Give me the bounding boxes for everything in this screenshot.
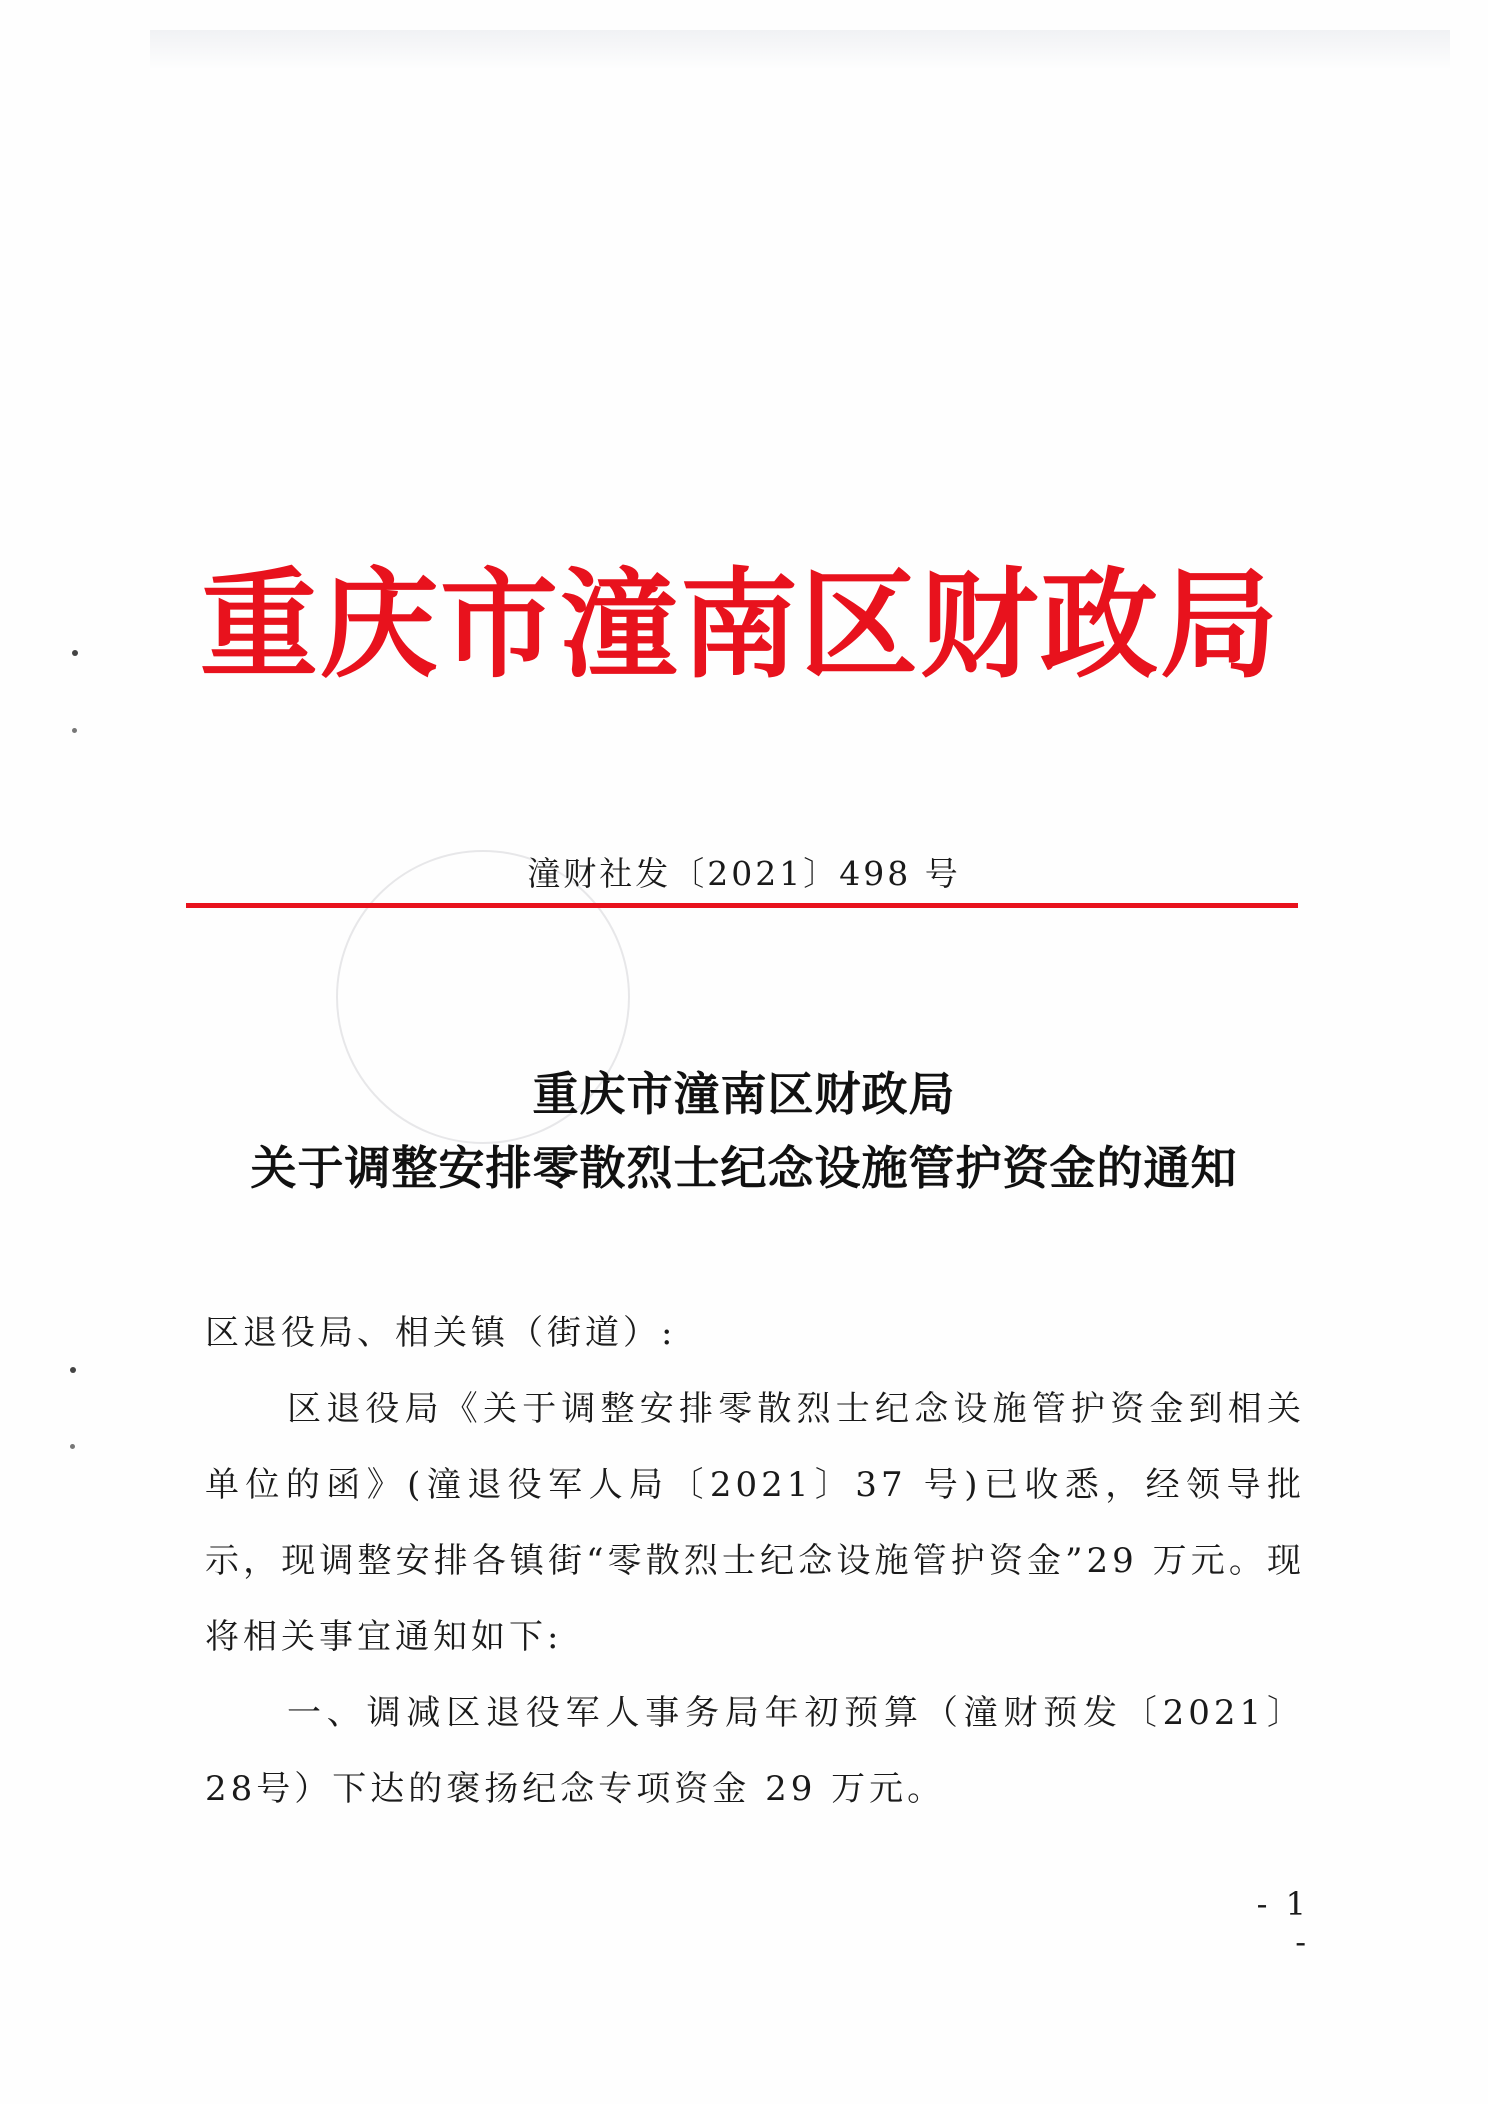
masthead-title: 重庆市潼南区财政局	[199, 555, 1280, 694]
red-divider-line	[186, 903, 1298, 908]
scan-mark	[70, 1367, 76, 1373]
scan-mark	[72, 728, 77, 733]
salutation: 区退役局、相关镇（街道）:	[205, 1313, 677, 1353]
document-body	[205, 1295, 1305, 1827]
scan-mark	[72, 650, 78, 656]
page-number: - 1 -	[1256, 1885, 1310, 1961]
document-number: 潼财社发〔2021〕498 号	[527, 854, 961, 893]
scan-mark	[70, 1444, 75, 1449]
document-title-line-2: 关于调整安排零散烈士纪念设施管护资金的通知	[250, 1141, 1238, 1195]
document-title-line-1: 重庆市潼南区财政局	[532, 1067, 956, 1121]
scan-shading	[150, 30, 1450, 70]
body-paragraph: 一、调减区退役军人事务局年初预算（潼财预发〔2021〕28号）下达的褒扬纪念专项资金 29 万元。	[205, 1693, 1305, 1809]
body-paragraph: 区退役局《关于调整安排零散烈士纪念设施管护资金到相关单位的函》(潼退役军人局〔2021〕37 号)已收悉，经领导批示，现调整安排各镇街“零散烈士纪念设施管护资金”29 万元。现将相关事宜通知如下:	[205, 1389, 1305, 1657]
